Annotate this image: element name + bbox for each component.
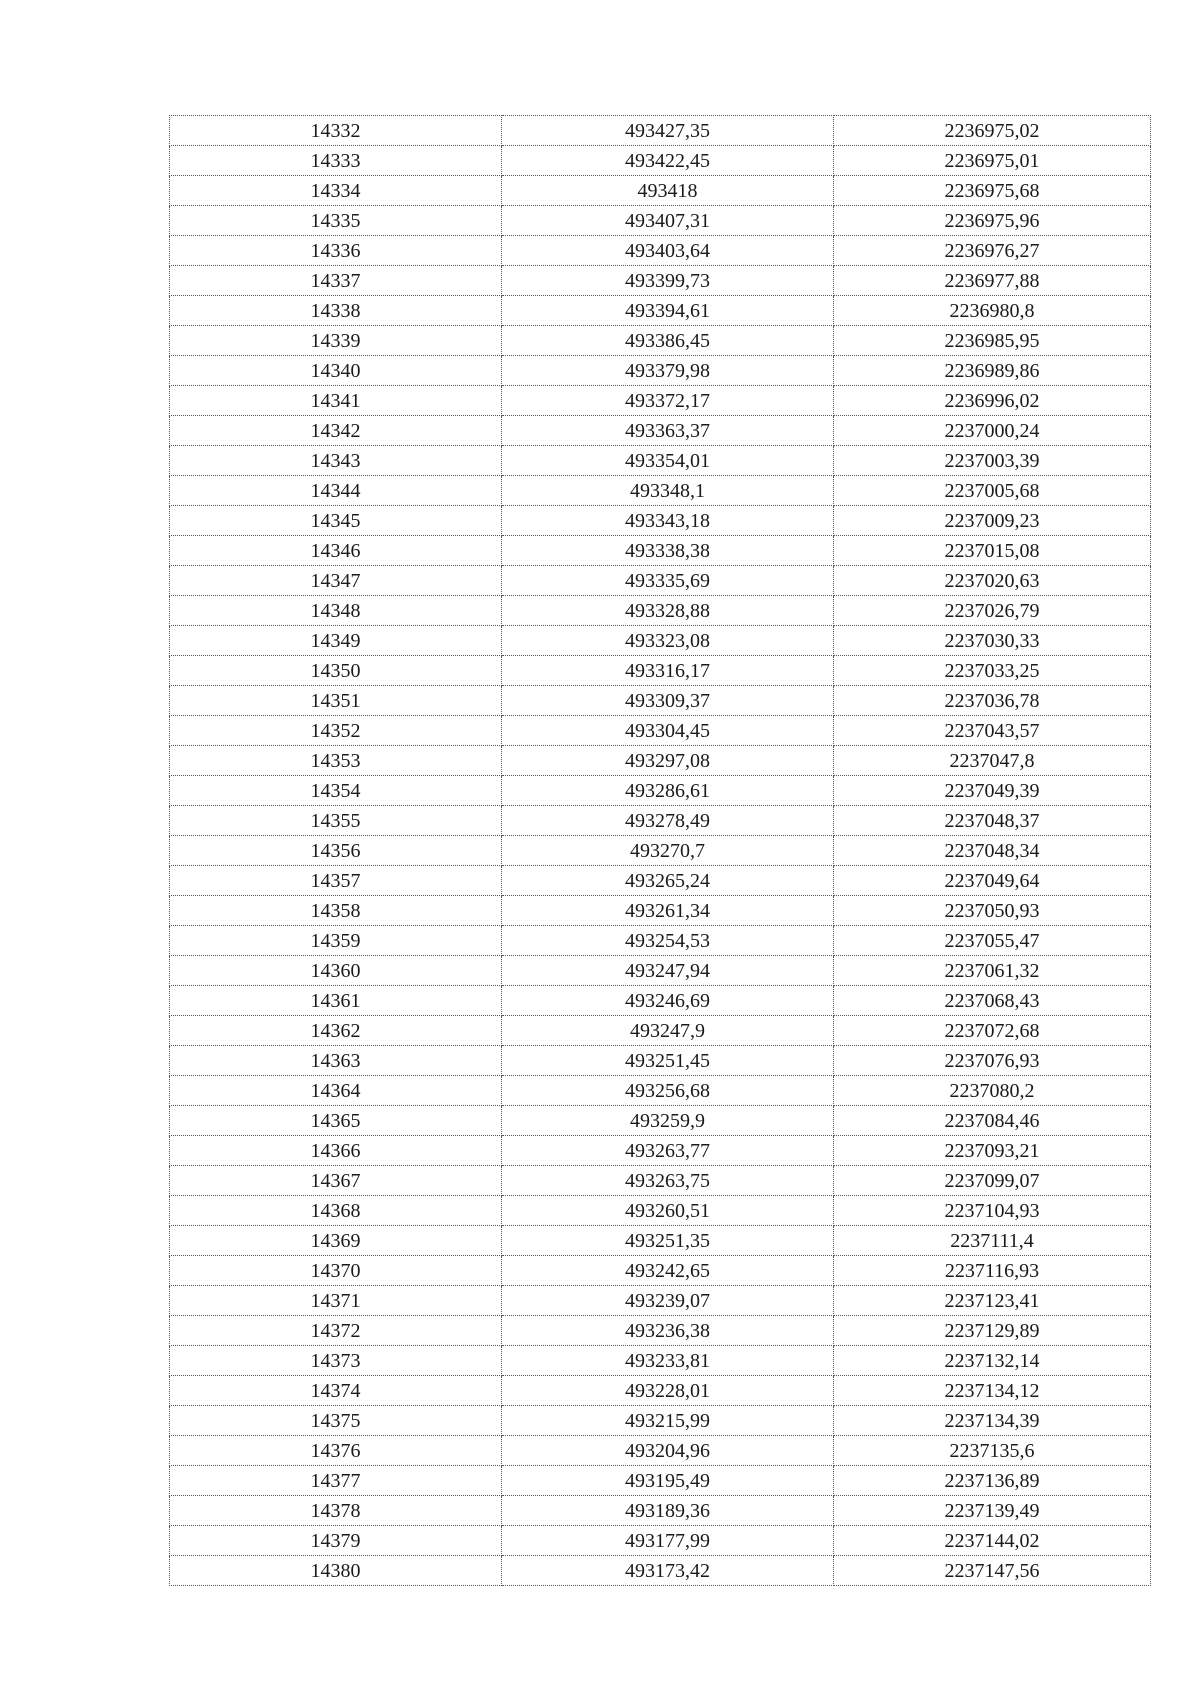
x-coordinate-cell: 493386,45 bbox=[502, 326, 834, 356]
y-coordinate-cell: 2237072,68 bbox=[834, 1016, 1151, 1046]
x-coordinate-cell: 493265,24 bbox=[502, 866, 834, 896]
x-coordinate-cell: 493343,18 bbox=[502, 506, 834, 536]
table-row bbox=[170, 1196, 1151, 1226]
point-number-cell: 14376 bbox=[170, 1436, 502, 1466]
point-number-cell: 14374 bbox=[170, 1376, 502, 1406]
point-number-cell: 14357 bbox=[170, 866, 502, 896]
table-row bbox=[170, 146, 1151, 176]
y-coordinate-cell: 2237015,08 bbox=[834, 536, 1151, 566]
point-number-cell: 14372 bbox=[170, 1316, 502, 1346]
x-coordinate-cell: 493204,96 bbox=[502, 1436, 834, 1466]
y-coordinate-cell: 2237147,56 bbox=[834, 1556, 1151, 1586]
point-number-cell: 14365 bbox=[170, 1106, 502, 1136]
point-number-cell: 14358 bbox=[170, 896, 502, 926]
y-coordinate-cell: 2236985,95 bbox=[834, 326, 1151, 356]
x-coordinate-cell: 493394,61 bbox=[502, 296, 834, 326]
x-coordinate-cell: 493403,64 bbox=[502, 236, 834, 266]
point-number-cell: 14371 bbox=[170, 1286, 502, 1316]
x-coordinate-cell: 493259,9 bbox=[502, 1106, 834, 1136]
y-coordinate-cell: 2237005,68 bbox=[834, 476, 1151, 506]
point-number-cell: 14348 bbox=[170, 596, 502, 626]
coordinate-table bbox=[169, 115, 1151, 1586]
point-number-cell: 14363 bbox=[170, 1046, 502, 1076]
y-coordinate-cell: 2237009,23 bbox=[834, 506, 1151, 536]
x-coordinate-cell: 493328,88 bbox=[502, 596, 834, 626]
table-row bbox=[170, 896, 1151, 926]
x-coordinate-cell: 493338,38 bbox=[502, 536, 834, 566]
y-coordinate-cell: 2237061,32 bbox=[834, 956, 1151, 986]
x-coordinate-cell: 493286,61 bbox=[502, 776, 834, 806]
table-row bbox=[170, 986, 1151, 1016]
point-number-cell: 14356 bbox=[170, 836, 502, 866]
table-row bbox=[170, 866, 1151, 896]
x-coordinate-cell: 493256,68 bbox=[502, 1076, 834, 1106]
x-coordinate-cell: 493242,65 bbox=[502, 1256, 834, 1286]
table-row bbox=[170, 266, 1151, 296]
point-number-cell: 14340 bbox=[170, 356, 502, 386]
point-number-cell: 14367 bbox=[170, 1166, 502, 1196]
table-row bbox=[170, 206, 1151, 236]
table-row bbox=[170, 1376, 1151, 1406]
y-coordinate-cell: 2236977,88 bbox=[834, 266, 1151, 296]
y-coordinate-cell: 2236976,27 bbox=[834, 236, 1151, 266]
point-number-cell: 14334 bbox=[170, 176, 502, 206]
table-row bbox=[170, 1406, 1151, 1436]
coordinate-table-body bbox=[170, 116, 1151, 1586]
y-coordinate-cell: 2236996,02 bbox=[834, 386, 1151, 416]
point-number-cell: 14345 bbox=[170, 506, 502, 536]
point-number-cell: 14378 bbox=[170, 1496, 502, 1526]
y-coordinate-cell: 2237048,37 bbox=[834, 806, 1151, 836]
table-row bbox=[170, 746, 1151, 776]
x-coordinate-cell: 493354,01 bbox=[502, 446, 834, 476]
point-number-cell: 14370 bbox=[170, 1256, 502, 1286]
point-number-cell: 14377 bbox=[170, 1466, 502, 1496]
x-coordinate-cell: 493427,35 bbox=[502, 116, 834, 146]
table-row bbox=[170, 1136, 1151, 1166]
table-row bbox=[170, 566, 1151, 596]
table-row bbox=[170, 476, 1151, 506]
y-coordinate-cell: 2237055,47 bbox=[834, 926, 1151, 956]
table-row bbox=[170, 1106, 1151, 1136]
y-coordinate-cell: 2237076,93 bbox=[834, 1046, 1151, 1076]
table-row bbox=[170, 1466, 1151, 1496]
table-row bbox=[170, 1526, 1151, 1556]
point-number-cell: 14341 bbox=[170, 386, 502, 416]
y-coordinate-cell: 2236989,86 bbox=[834, 356, 1151, 386]
y-coordinate-cell: 2237003,39 bbox=[834, 446, 1151, 476]
x-coordinate-cell: 493254,53 bbox=[502, 926, 834, 956]
table-row bbox=[170, 446, 1151, 476]
y-coordinate-cell: 2237132,14 bbox=[834, 1346, 1151, 1376]
table-row bbox=[170, 1046, 1151, 1076]
y-coordinate-cell: 2237093,21 bbox=[834, 1136, 1151, 1166]
point-number-cell: 14351 bbox=[170, 686, 502, 716]
table-row bbox=[170, 356, 1151, 386]
point-number-cell: 14350 bbox=[170, 656, 502, 686]
point-number-cell: 14368 bbox=[170, 1196, 502, 1226]
x-coordinate-cell: 493263,77 bbox=[502, 1136, 834, 1166]
point-number-cell: 14333 bbox=[170, 146, 502, 176]
y-coordinate-cell: 2237139,49 bbox=[834, 1496, 1151, 1526]
x-coordinate-cell: 493195,49 bbox=[502, 1466, 834, 1496]
y-coordinate-cell: 2237049,39 bbox=[834, 776, 1151, 806]
y-coordinate-cell: 2237123,41 bbox=[834, 1286, 1151, 1316]
x-coordinate-cell: 493422,45 bbox=[502, 146, 834, 176]
x-coordinate-cell: 493236,38 bbox=[502, 1316, 834, 1346]
x-coordinate-cell: 493177,99 bbox=[502, 1526, 834, 1556]
point-number-cell: 14379 bbox=[170, 1526, 502, 1556]
x-coordinate-cell: 493335,69 bbox=[502, 566, 834, 596]
table-row bbox=[170, 1016, 1151, 1046]
y-coordinate-cell: 2237080,2 bbox=[834, 1076, 1151, 1106]
y-coordinate-cell: 2237033,25 bbox=[834, 656, 1151, 686]
point-number-cell: 14346 bbox=[170, 536, 502, 566]
point-number-cell: 14339 bbox=[170, 326, 502, 356]
point-number-cell: 14364 bbox=[170, 1076, 502, 1106]
table-row bbox=[170, 1316, 1151, 1346]
x-coordinate-cell: 493379,98 bbox=[502, 356, 834, 386]
x-coordinate-cell: 493247,9 bbox=[502, 1016, 834, 1046]
table-row bbox=[170, 926, 1151, 956]
point-number-cell: 14335 bbox=[170, 206, 502, 236]
x-coordinate-cell: 493263,75 bbox=[502, 1166, 834, 1196]
y-coordinate-cell: 2236980,8 bbox=[834, 296, 1151, 326]
x-coordinate-cell: 493251,35 bbox=[502, 1226, 834, 1256]
table-row bbox=[170, 1556, 1151, 1586]
point-number-cell: 14352 bbox=[170, 716, 502, 746]
x-coordinate-cell: 493363,37 bbox=[502, 416, 834, 446]
point-number-cell: 14343 bbox=[170, 446, 502, 476]
point-number-cell: 14355 bbox=[170, 806, 502, 836]
table-row bbox=[170, 956, 1151, 986]
x-coordinate-cell: 493278,49 bbox=[502, 806, 834, 836]
y-coordinate-cell: 2237134,39 bbox=[834, 1406, 1151, 1436]
point-number-cell: 14332 bbox=[170, 116, 502, 146]
x-coordinate-cell: 493247,94 bbox=[502, 956, 834, 986]
x-coordinate-cell: 493261,34 bbox=[502, 896, 834, 926]
point-number-cell: 14380 bbox=[170, 1556, 502, 1586]
x-coordinate-cell: 493399,73 bbox=[502, 266, 834, 296]
y-coordinate-cell: 2237116,93 bbox=[834, 1256, 1151, 1286]
table-row bbox=[170, 1226, 1151, 1256]
y-coordinate-cell: 2237030,33 bbox=[834, 626, 1151, 656]
y-coordinate-cell: 2237134,12 bbox=[834, 1376, 1151, 1406]
table-row bbox=[170, 506, 1151, 536]
y-coordinate-cell: 2237144,02 bbox=[834, 1526, 1151, 1556]
point-number-cell: 14349 bbox=[170, 626, 502, 656]
point-number-cell: 14347 bbox=[170, 566, 502, 596]
table-row bbox=[170, 686, 1151, 716]
y-coordinate-cell: 2237048,34 bbox=[834, 836, 1151, 866]
x-coordinate-cell: 493309,37 bbox=[502, 686, 834, 716]
point-number-cell: 14353 bbox=[170, 746, 502, 776]
y-coordinate-cell: 2237084,46 bbox=[834, 1106, 1151, 1136]
y-coordinate-cell: 2237043,57 bbox=[834, 716, 1151, 746]
point-number-cell: 14360 bbox=[170, 956, 502, 986]
table-row bbox=[170, 296, 1151, 326]
x-coordinate-cell: 493316,17 bbox=[502, 656, 834, 686]
point-number-cell: 14375 bbox=[170, 1406, 502, 1436]
table-row bbox=[170, 386, 1151, 416]
x-coordinate-cell: 493189,36 bbox=[502, 1496, 834, 1526]
x-coordinate-cell: 493372,17 bbox=[502, 386, 834, 416]
table-row bbox=[170, 326, 1151, 356]
y-coordinate-cell: 2236975,96 bbox=[834, 206, 1151, 236]
y-coordinate-cell: 2237020,63 bbox=[834, 566, 1151, 596]
table-row bbox=[170, 1346, 1151, 1376]
table-row bbox=[170, 716, 1151, 746]
table-row bbox=[170, 806, 1151, 836]
y-coordinate-cell: 2237000,24 bbox=[834, 416, 1151, 446]
y-coordinate-cell: 2237068,43 bbox=[834, 986, 1151, 1016]
x-coordinate-cell: 493251,45 bbox=[502, 1046, 834, 1076]
y-coordinate-cell: 2237026,79 bbox=[834, 596, 1151, 626]
table-row bbox=[170, 776, 1151, 806]
point-number-cell: 14369 bbox=[170, 1226, 502, 1256]
table-row bbox=[170, 536, 1151, 566]
point-number-cell: 14338 bbox=[170, 296, 502, 326]
x-coordinate-cell: 493233,81 bbox=[502, 1346, 834, 1376]
point-number-cell: 14373 bbox=[170, 1346, 502, 1376]
point-number-cell: 14336 bbox=[170, 236, 502, 266]
x-coordinate-cell: 493270,7 bbox=[502, 836, 834, 866]
x-coordinate-cell: 493323,08 bbox=[502, 626, 834, 656]
table-row bbox=[170, 656, 1151, 686]
x-coordinate-cell: 493246,69 bbox=[502, 986, 834, 1016]
x-coordinate-cell: 493407,31 bbox=[502, 206, 834, 236]
y-coordinate-cell: 2237129,89 bbox=[834, 1316, 1151, 1346]
table-row bbox=[170, 116, 1151, 146]
table-row bbox=[170, 176, 1151, 206]
y-coordinate-cell: 2237104,93 bbox=[834, 1196, 1151, 1226]
x-coordinate-cell: 493173,42 bbox=[502, 1556, 834, 1586]
table-row bbox=[170, 1286, 1151, 1316]
table-row bbox=[170, 836, 1151, 866]
point-number-cell: 14359 bbox=[170, 926, 502, 956]
x-coordinate-cell: 493260,51 bbox=[502, 1196, 834, 1226]
table-row bbox=[170, 596, 1151, 626]
x-coordinate-cell: 493228,01 bbox=[502, 1376, 834, 1406]
y-coordinate-cell: 2237135,6 bbox=[834, 1436, 1151, 1466]
y-coordinate-cell: 2237099,07 bbox=[834, 1166, 1151, 1196]
table-row bbox=[170, 1076, 1151, 1106]
y-coordinate-cell: 2237049,64 bbox=[834, 866, 1151, 896]
y-coordinate-cell: 2236975,01 bbox=[834, 146, 1151, 176]
y-coordinate-cell: 2237111,4 bbox=[834, 1226, 1151, 1256]
y-coordinate-cell: 2236975,68 bbox=[834, 176, 1151, 206]
table-row bbox=[170, 1436, 1151, 1466]
table-row bbox=[170, 1256, 1151, 1286]
point-number-cell: 14362 bbox=[170, 1016, 502, 1046]
y-coordinate-cell: 2237050,93 bbox=[834, 896, 1151, 926]
x-coordinate-cell: 493348,1 bbox=[502, 476, 834, 506]
table-row bbox=[170, 626, 1151, 656]
y-coordinate-cell: 2237047,8 bbox=[834, 746, 1151, 776]
x-coordinate-cell: 493304,45 bbox=[502, 716, 834, 746]
y-coordinate-cell: 2237136,89 bbox=[834, 1466, 1151, 1496]
point-number-cell: 14337 bbox=[170, 266, 502, 296]
x-coordinate-cell: 493418 bbox=[502, 176, 834, 206]
table-row bbox=[170, 416, 1151, 446]
y-coordinate-cell: 2236975,02 bbox=[834, 116, 1151, 146]
x-coordinate-cell: 493239,07 bbox=[502, 1286, 834, 1316]
point-number-cell: 14354 bbox=[170, 776, 502, 806]
point-number-cell: 14361 bbox=[170, 986, 502, 1016]
x-coordinate-cell: 493297,08 bbox=[502, 746, 834, 776]
point-number-cell: 14366 bbox=[170, 1136, 502, 1166]
point-number-cell: 14344 bbox=[170, 476, 502, 506]
y-coordinate-cell: 2237036,78 bbox=[834, 686, 1151, 716]
table-row bbox=[170, 1496, 1151, 1526]
x-coordinate-cell: 493215,99 bbox=[502, 1406, 834, 1436]
table-row bbox=[170, 236, 1151, 266]
table-row bbox=[170, 1166, 1151, 1196]
point-number-cell: 14342 bbox=[170, 416, 502, 446]
